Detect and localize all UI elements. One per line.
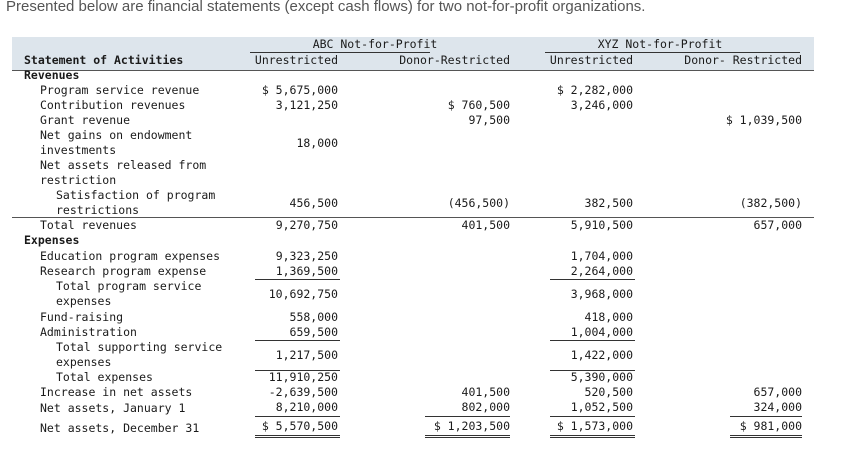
- row-label: Education program expenses: [40, 249, 221, 263]
- cell-c2: 97,500: [468, 113, 510, 127]
- cell-c4: 657,000: [753, 385, 802, 399]
- cell-c3: 1,004,000: [570, 325, 633, 339]
- double-rule-c3-b: [550, 437, 635, 438]
- cell-c1: 8,210,000: [275, 400, 338, 414]
- row-label: Net assets released from restriction: [40, 158, 207, 187]
- cell-c3: 3,968,000: [570, 287, 633, 301]
- row-label: Total revenues: [40, 218, 137, 232]
- row-label: Increase in net assets: [40, 385, 193, 399]
- org-header-xyz: XYZ Not-for-Profit: [597, 37, 723, 51]
- row-label: Total expenses: [56, 370, 153, 384]
- cell-c3: $ 1,573,000: [556, 419, 633, 433]
- cell-c2: $ 1,203,500: [433, 419, 510, 433]
- double-rule-c4-b: [730, 437, 802, 438]
- cell-c1: 1,369,500: [275, 264, 338, 278]
- row-label: Grant revenue: [40, 113, 131, 127]
- cell-c2: $ 760,500: [447, 98, 510, 112]
- section-expenses: Expenses: [24, 233, 80, 247]
- net-assets-rule-c1: [255, 416, 340, 417]
- cell-c1: 558,000: [289, 310, 338, 324]
- double-rule-c1-a: [255, 435, 340, 436]
- double-rule-c3-a: [550, 435, 635, 436]
- cell-c1: 10,692,750: [268, 287, 338, 301]
- cell-c3: 5,910,500: [570, 218, 633, 232]
- cell-c3: 3,246,000: [570, 98, 633, 112]
- cell-c3: 1,422,000: [570, 348, 633, 362]
- cell-c1: $ 5,675,000: [261, 83, 338, 97]
- col-header-abc-unrestricted: Unrestricted: [254, 53, 338, 67]
- row-label: Fund-raising: [40, 310, 124, 324]
- cell-c1: 9,270,750: [275, 218, 338, 232]
- cell-c4: 324,000: [753, 400, 802, 414]
- cell-c1: 1,217,500: [275, 348, 338, 362]
- row-label: Total supporting service expenses: [56, 340, 223, 369]
- cell-c3: $ 2,282,000: [556, 83, 633, 97]
- double-rule-c1-b: [255, 437, 340, 438]
- cell-c4: $ 1,039,500: [725, 113, 802, 127]
- col-header-abc-donor-restricted: Donor-Restricted: [399, 53, 510, 67]
- intro-text: Presented below are financial statements (except cash flows) for two not-for-profit organizations.: [6, 0, 646, 15]
- cell-c1: $ 5,570,500: [261, 419, 338, 433]
- program-subtotal-rule-xyz: [550, 279, 635, 280]
- net-assets-rule-c2: [425, 416, 510, 417]
- cell-c1: 18,000: [296, 136, 338, 150]
- cell-c1: 9,323,250: [275, 249, 338, 263]
- row-label: Program service revenue: [40, 83, 200, 97]
- statement-title: Statement of Activities: [24, 53, 184, 67]
- cell-c3: 1,704,000: [570, 249, 633, 263]
- row-label: Administration: [40, 325, 137, 339]
- net-assets-rule-c3: [550, 416, 635, 417]
- supporting-subtotal-rule-abc: [255, 340, 340, 341]
- row-label: Net gains on endowment investments: [40, 128, 193, 157]
- row-label: Satisfaction of program restrictions: [56, 188, 216, 217]
- col-header-xyz-unrestricted: Unrestricted: [549, 53, 633, 67]
- cell-c1: 456,500: [289, 196, 338, 210]
- cell-c2: 802,000: [461, 400, 510, 414]
- org-header-abc: ABC Not-for-Profit: [312, 37, 438, 51]
- double-rule-c4-a: [730, 435, 802, 436]
- row-label: Total program service expenses: [56, 279, 202, 308]
- cell-c3: 382,500: [584, 196, 633, 210]
- cell-c2: 401,500: [461, 385, 510, 399]
- row-label: Net assets, January 1: [40, 401, 186, 415]
- col-header-xyz-donor-restricted: Donor- Restricted: [684, 53, 802, 67]
- cell-c4: 657,000: [753, 218, 802, 232]
- section-revenues: Revenues: [24, 68, 80, 82]
- cell-c1: -2,639,500: [268, 385, 338, 399]
- cell-c1: 3,121,250: [275, 98, 338, 112]
- double-rule-c2-b: [425, 437, 510, 438]
- row-label: Research program expense: [40, 264, 207, 278]
- cell-c3: 1,052,500: [570, 400, 633, 414]
- cell-c3: 5,390,000: [570, 370, 633, 384]
- double-rule-c2-a: [425, 435, 510, 436]
- program-subtotal-rule-abc: [255, 279, 340, 280]
- net-assets-rule-c4: [730, 416, 802, 417]
- cell-c1: 659,500: [289, 325, 338, 339]
- cell-c4: $ 981,000: [739, 419, 802, 433]
- cell-c4: (382,500): [739, 196, 802, 210]
- cell-c2: 401,500: [461, 218, 510, 232]
- cell-c3: 418,000: [584, 310, 633, 324]
- cell-c3: 520,500: [584, 385, 633, 399]
- cell-c3: 2,264,000: [570, 264, 633, 278]
- row-label: Net assets, December 31: [40, 421, 200, 435]
- row-label: Contribution revenues: [40, 98, 186, 112]
- header-bottom-rule: [12, 70, 814, 71]
- cell-c2: (456,500): [447, 196, 510, 210]
- cell-c1: 11,910,250: [268, 370, 338, 384]
- supporting-subtotal-rule-xyz: [550, 340, 635, 341]
